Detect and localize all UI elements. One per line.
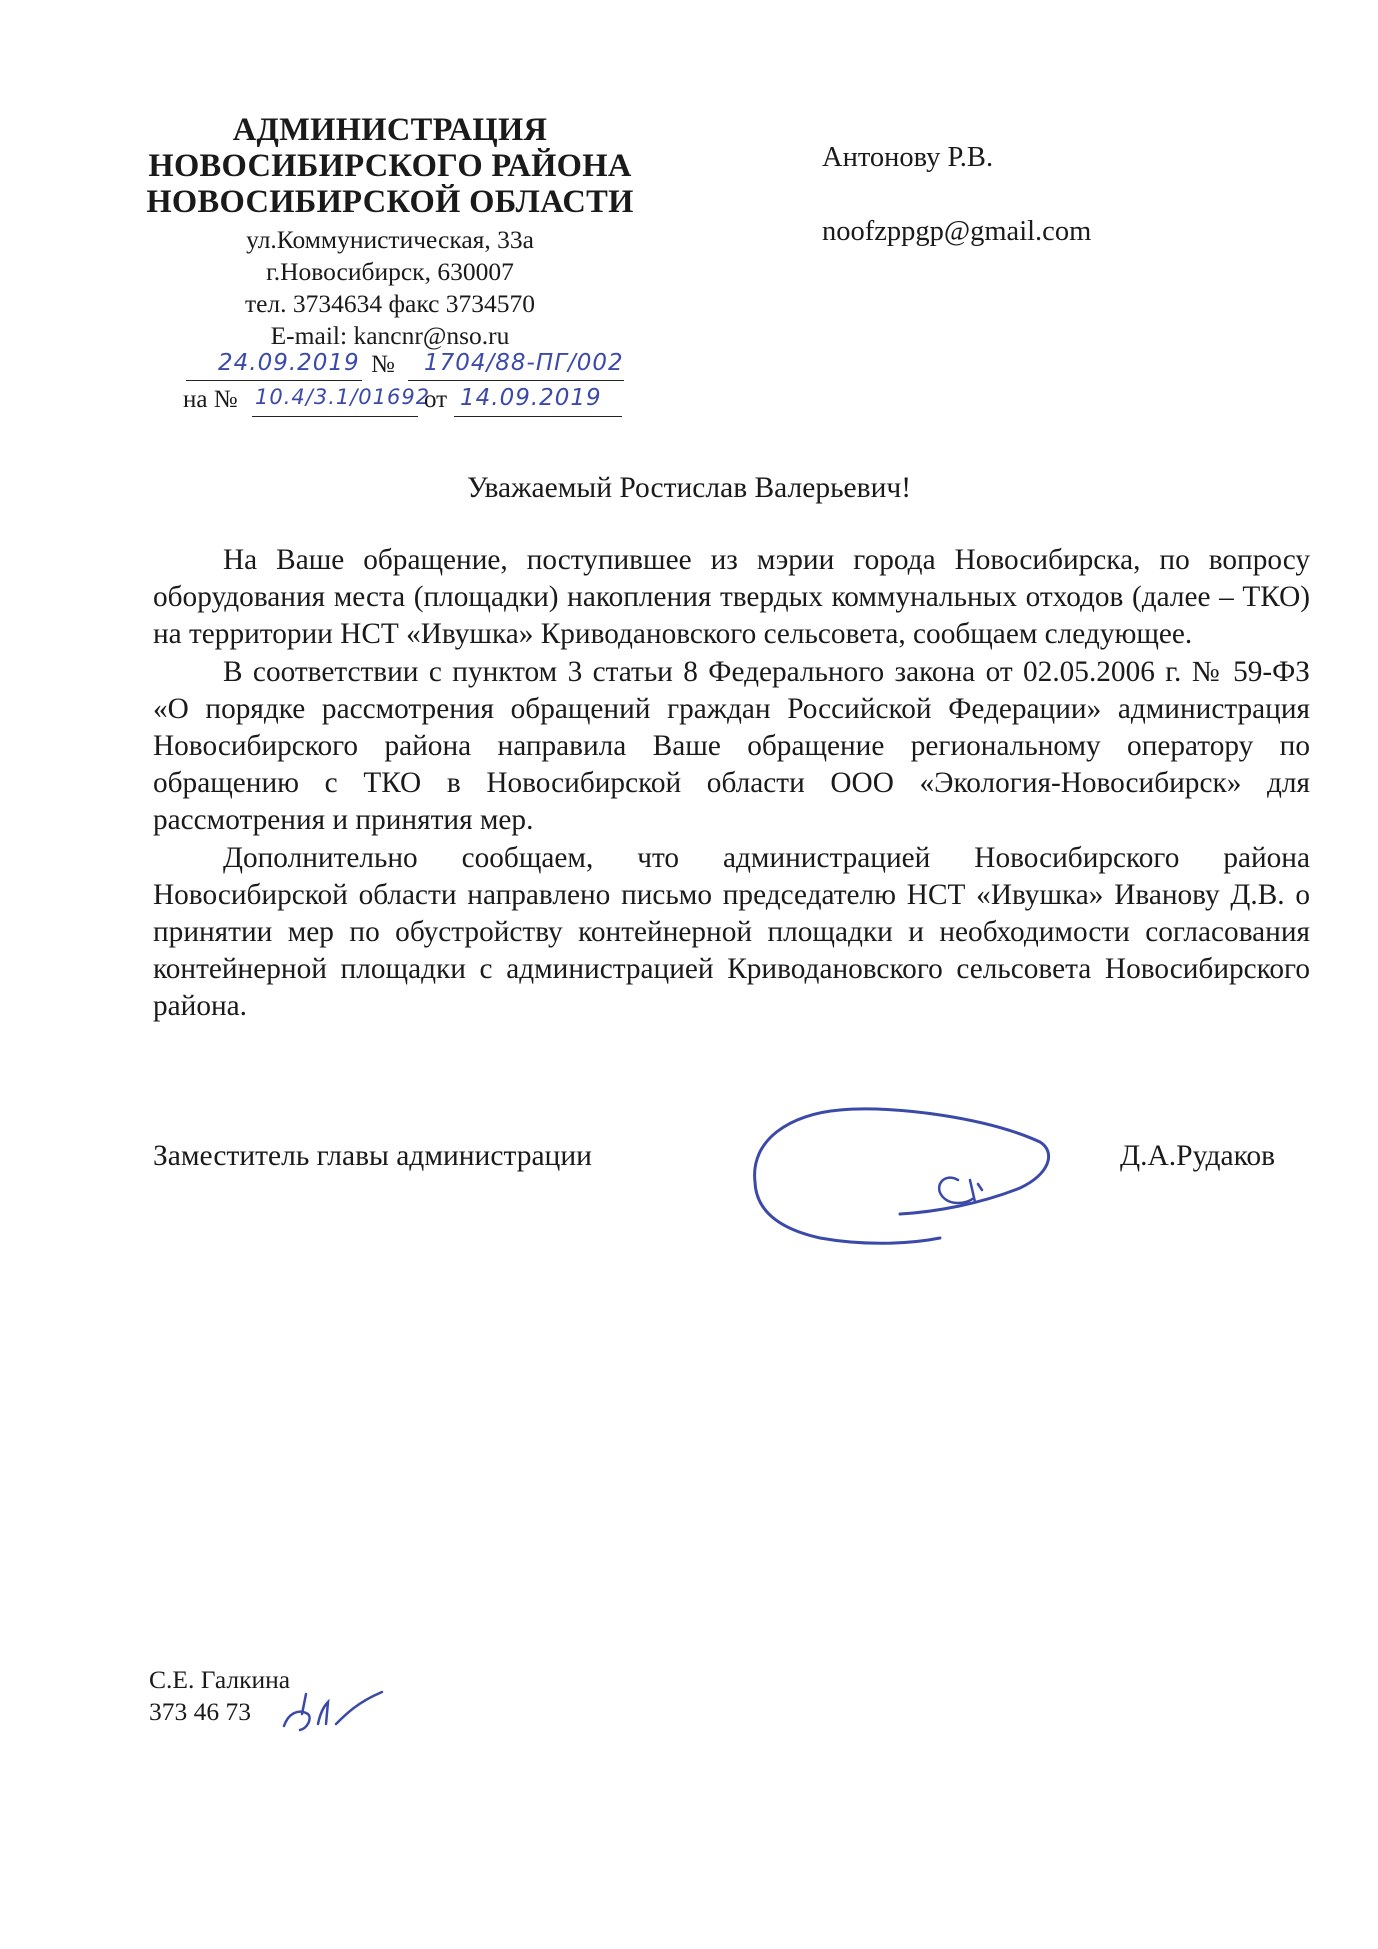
executor-name: С.Е. Галкина: [149, 1665, 291, 1694]
outgoing-date: 24.09.2019: [218, 350, 360, 376]
ref-date-underline: [454, 416, 622, 417]
org-phone: тел. 3734634 факс 3734570: [244, 289, 536, 318]
ref-date-label: от: [424, 386, 448, 413]
org-name-line-2: НОВОСИБИРСКОГО РАЙОНА: [148, 148, 632, 184]
letter-body: [153, 542, 1310, 1026]
body-paragraph-1: На Ваше обращение, поступившее из мэрии города Новосибирска, по вопросу оборудования места (площадки) накопления твердых коммунальных отходов (далее – ТКО) на территории НСТ «Ивушка» Криводановского сельсовета, сообщаем следующее.: [153, 544, 1310, 651]
ref-date: 14.09.2019: [460, 385, 602, 411]
outgoing-number: 1704/88-ПГ/002: [424, 350, 624, 376]
org-city: г.Новосибирск, 630007: [266, 257, 514, 286]
salutation: Уважаемый Ростислав Валерьевич!: [466, 472, 912, 504]
org-name-line-3: НОВОСИБИРСКОЙ ОБЛАСТИ: [146, 184, 634, 220]
number-underline: [408, 380, 624, 381]
org-email: E-mail: kancnr@nso.ru: [270, 321, 510, 350]
org-street: ул.Коммунистическая, 33а: [246, 225, 534, 254]
ref-number: 10.4/3.1/01692: [255, 385, 431, 409]
recipient-name: Антонову Р.В.: [822, 142, 994, 173]
org-name-line-1: АДМИНИСТРАЦИЯ: [232, 112, 548, 148]
executor-initials: [278, 1684, 388, 1740]
number-label: №: [371, 351, 395, 378]
executor-phone: 373 46 73: [149, 1697, 251, 1726]
body-paragraph-3: Дополнительно сообщаем, что администрацией Новосибирского района Новосибирской области направлено письмо председателю НСТ «Ивушка» Иванову Д.В. о принятии мер по обустройству контейнерной площадки и необходимости согласования контейнерной площадки с администрацией Криводановского сельсовета Новосибирского района.: [153, 841, 1310, 1023]
ref-number-underline: [252, 416, 418, 417]
sender-block: [120, 112, 660, 352]
ref-label: на №: [183, 386, 238, 413]
body-paragraph-2: В соответствии с пунктом 3 статьи 8 Федерального закона от 02.05.2006 г. № 59-ФЗ «О порядке рассмотрения обращений граждан Российской Федерации» администрация Новосибирского района направила Ваше обращение региональному оператору по обращению с ТКО в Новосибирской области ООО «Экология-Новосибирск» для рассмотрения и принятия мер.: [153, 655, 1310, 837]
date-underline: [186, 380, 362, 381]
handwritten-signature: [720, 1100, 1060, 1250]
signatory-position: Заместитель главы администрации: [153, 1140, 592, 1172]
recipient-email: noofzppgp@gmail.com: [822, 216, 1092, 247]
signatory-name: Д.А.Рудаков: [1120, 1140, 1276, 1172]
